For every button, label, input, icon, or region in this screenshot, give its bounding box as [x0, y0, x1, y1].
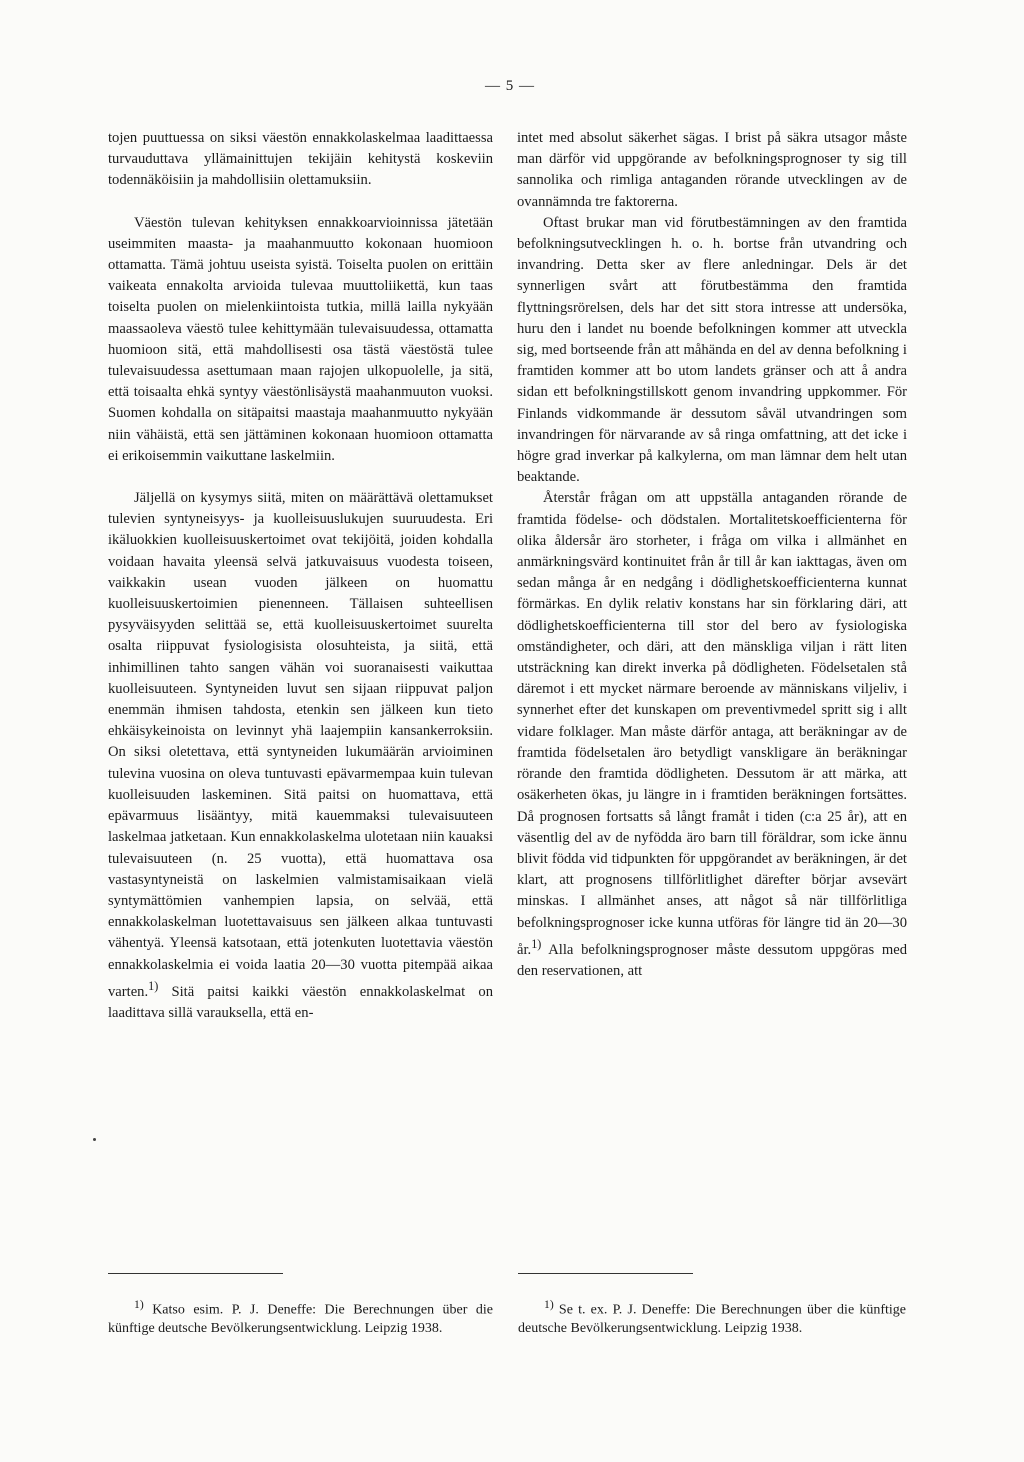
footnote-swedish-text: Se t. ex. P. J. Deneffe: Die Berechnungen über die künftige deutsche Bevölkerungsentwicklung. Leipzig 1938. [518, 1302, 906, 1336]
finnish-column [108, 128, 493, 1024]
finnish-paragraph-3-tail: Sitä paitsi kaikki väestön ennakkolaskelmat on laadittava sillä varauksella, että en- [108, 983, 493, 1021]
swedish-paragraph-2: Oftast brukar man vid förutbestämningen av den framtida befolkningsutvecklingen h. o. h. bortse från utvandring och invandring. Detta sker av flere anledningar. Dels är det synnerligen svårt att förutbestämma den framtida flyttningsrörelsen, dels har det sitt stora intresse att undersöka, huru den i landet nu boende befolkningen kommer att utveckla sig, med bortseende från att måhända en del av denna befolkning i framtiden kommer att bo utom landets gränser och att å andra sidan ett befolkningstillskott genom invandring uppkommer. För Finlands vidkommande är dessutom såväl utvandringen som invandringen för närvarande av så ringa omfattning, att det icke i högre grad inverkar på kalkylerna, om man lämnar dem helt utan beaktande. [517, 214, 907, 486]
footnote-finnish-text: Katso esim. P. J. Deneffe: Die Berechnungen über die künftige deutsche Bevölkerungsentwicklung. Leipzig 1938. [108, 1302, 493, 1336]
footnote-swedish [518, 1296, 906, 1338]
footnote-divider-left [108, 1273, 283, 1274]
footnote-swedish-line [518, 1296, 906, 1338]
swedish-paragraph-3 [517, 488, 907, 982]
swedish-column [517, 128, 907, 982]
footnote-divider-right [518, 1273, 693, 1274]
footnote-marker: 1) [544, 1298, 554, 1311]
swedish-paragraph-1: intet med absolut säkerhet sägas. I brist på säkra utsagor måste man därför vid uppgörande av befolkningsprognoser ty sig till sannolika och rimliga antaganden rörande utvecklingen av de ovannämnda tre faktorerna. [517, 130, 907, 210]
finnish-paragraph-1: tojen puuttuessa on siksi väestön ennakkolaskelmaa laadittaessa turvauduttava yllämainittujen tekijäin kehitystä koskeviin todennäköisiin ja mahdollisiin olettamuksiin. [108, 130, 493, 189]
finnish-paragraph-3-text: Jäljellä on kysymys siitä, miten on määrättävä olettamukset tulevien syntyneisyys- ja kuolleisuuslukujen suuruudesta. Eri ikäluokkien kuolleisuuskertoimet ovat tekijöitä, joiden kohdalla voidaan havaita yleensä selvä jatkuvaisuus vuodesta toiseen, vaikkakin usean vuoden jälkeen on huomattu kuolleisuuskertoimien pienenneen. Tällaisen suhteellisen pysyväisyyden selittää se, että kuolleisuuskertoimet suurelta osalta riippuvat fysiologisista olosuhteista, ja siitä, että inhimillinen tahto sangen vähän voi suoranaisesti vaikuttaa kuolleisuuteen. Syntyneiden luvut sen sijaan riippuvat paljon enemmän ihmisen tahdosta, etenkin sen jälkeen kun tieto ehkäisykeinoista on levinnyt yhä laajempiin kansankerroksiin. On siksi oletettava, että syntyneiden lukumäärän arvioiminen tulevina vuosina on oleva tuntuvasti epävarmempaa kuin tulevan kuolleisuuden laskeminen. Sitä paitsi on huomattava, että epävarmuus lisääntyy, mitä kauemmaksi tulevaisuuteen laskelmaa jatketaan. Kun ennakkolaskelma ulotetaan niin kauaksi tulevaisuuteen (n. 25 vuotta), että huomattava osa vastasyntyneistä on laskelmien valmistamisaikaan vielä syntymättömien vanhempien lapsia, on selvää, että ennakkolaskelman luotettavaisuus sen jälkeen alkaa tuntuvasti vähentyä. Yleensä katsotaan, että jotenkuten luotettavia väestön ennakkolaskelmia ei voida laatia 20—30 vuotta pitempää aikaa varten. [108, 490, 493, 1000]
footnote-finnish-line [108, 1296, 493, 1338]
swedish-paragraph-3-tail: Alla befolkningsprognoser måste dessutom uppgöras med den reservationen, att [517, 941, 907, 979]
page-number: — 5 — [485, 78, 535, 94]
footnote-finnish [108, 1296, 493, 1338]
finnish-paragraph-2: Väestön tulevan kehityksen ennakkoarvioinnissa jätetään useimmiten maasta- ja maahanmuutto kokonaan huomioon ottamatta. Tämä johtuu useista syistä. Toiselta puolen on erittäin vaikeata ennakolta arvioida tulevaa muuttoliikettä, kun taas toiselta puolen on mielenkiintoista tutkia, millä lailla nykyään maassaoleva väestö tulee kehittymään tulevaisuudessa, ottamatta huomioon sitä, että mahdollisesti osa tästä väestöstä tulee tulevaisuudessa asettumaan maan rajojen ulkopuolelle, ja sitä, että toisaalta ehkä syntyy väestönlisäystä maahanmuuton vuoksi. Suomen kohdalla on sitäpaitsi maastaja maahanmuutto nykyään niin vähäistä, että sen jättäminen kokonaan huomioon ottamatta ei erikoisemmin vaikuttane laskelmiin. [108, 214, 493, 464]
footnote-reference: 1) [148, 978, 159, 993]
finnish-paragraph-3 [108, 488, 493, 1024]
footnote-marker: 1) [134, 1298, 144, 1311]
footnote-reference: 1) [531, 936, 542, 951]
swedish-paragraph-3-text: Återstår frågan om att uppställa antaganden rörande de framtida födelse- och dödstalen. Mortalitetskoefficienterna för olika åldersår äro storheter, i fråga om vilka i allmänhet en anmärkningsvärd kontinuitet från år till år kan iakttagas, även om sedan många år en nedgång i dödlighetskoefficienterna kunnat förmärkas. En dylik relativ konstans har sin förklaring däri, att dödlighetskoefficienterna till stor del bero av fysiologiska omständigheter, och däri, att den mänskliga viljan i rätt liten utsträckning kan direkt inverka på dödligheten. Födelsetalen stå däremot i ett mycket närmare beroende av människans viljeliv, i synnerhet efter det kunskapen om preventivmedel spritt sig i allt vidare folklager. Man måste därför antaga, att beräkningar av de framtida födelsetalen äro betydligt vanskligare än beräkningar rörande den framtida dödligheten. Dessutom är att märka, att osäkerheten ökas, ju längre in i framtiden beräkningen fortsättes. Då prognosen fortsatts så långt framåt i tiden (c:a 25 år), att en väsentlig del av de nyfödda äro barn till föräldrar, som icke ännu blivit födda vid tidpunkten för uppgörandet av beräkningen, är det klart, att prognosens tillförlitlighet därefter börjar avsevärt minskas. I allmänhet anses, att något så när tillförlitliga befolkningsprognoser icke kunna utföras för längre tid än 20—30 år. [517, 490, 907, 958]
scan-speck [93, 1138, 96, 1141]
